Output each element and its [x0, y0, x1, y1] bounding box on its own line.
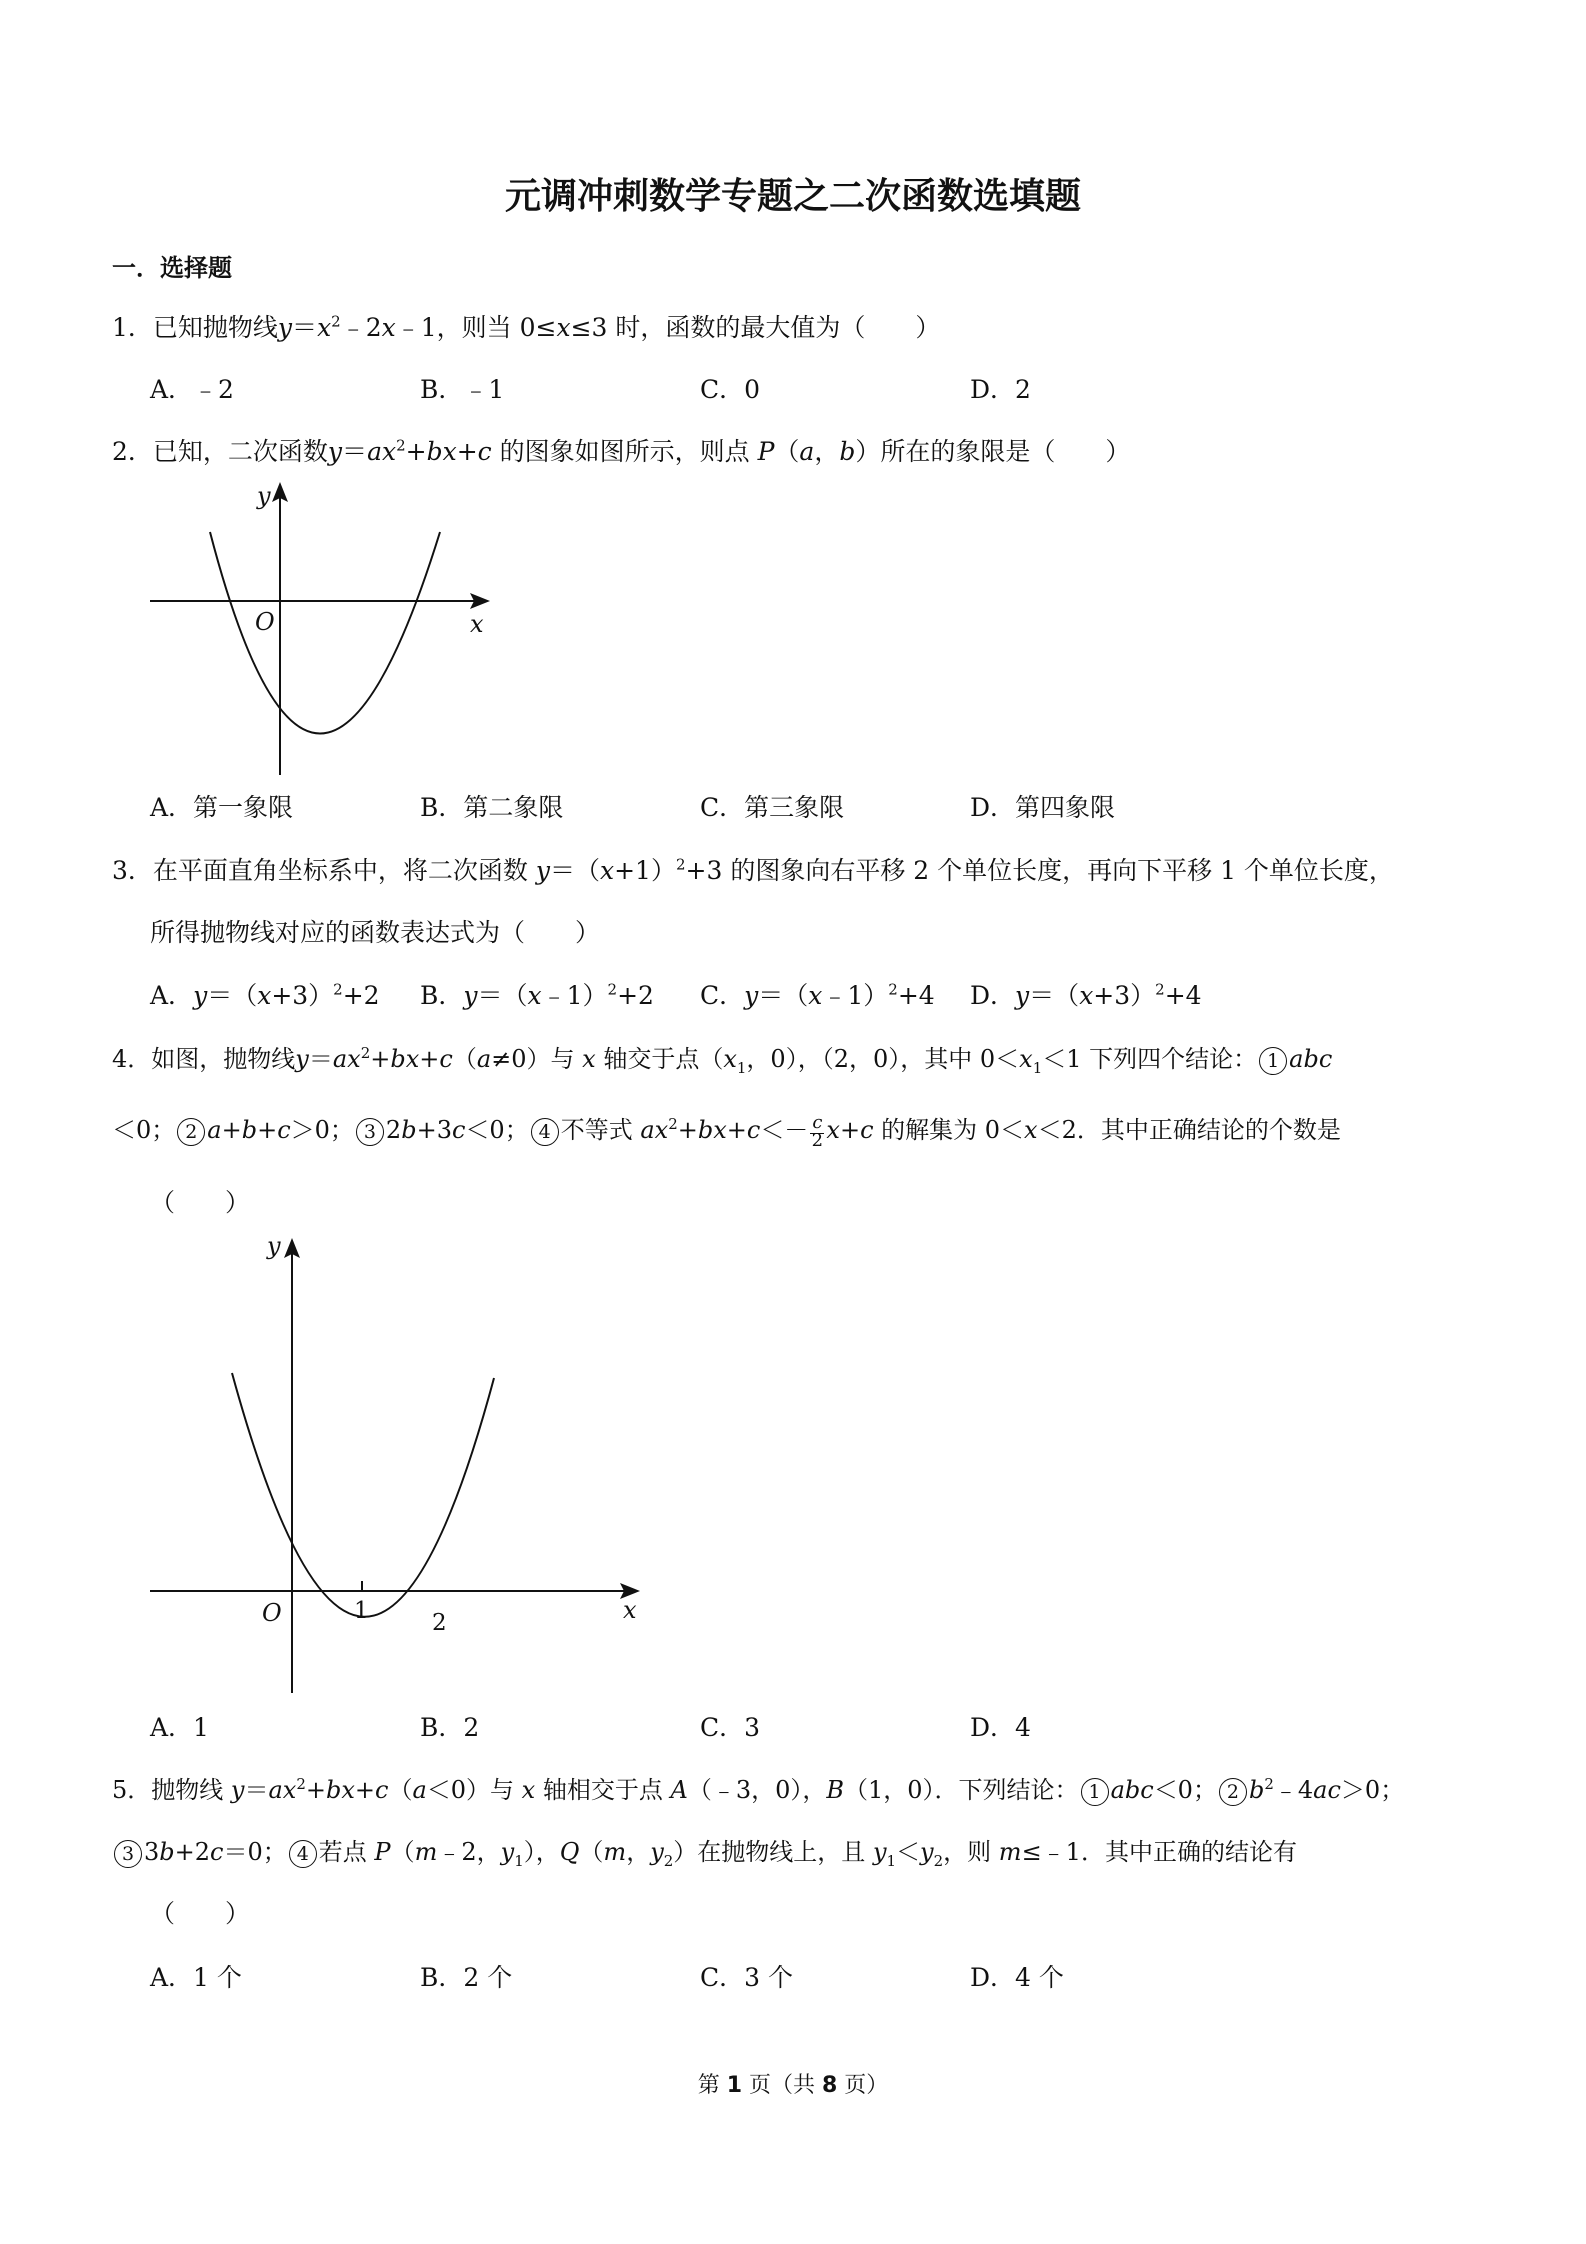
circled-number: 1	[1081, 1778, 1109, 1806]
q-text: c	[210, 1838, 224, 1866]
q-text: x	[723, 1045, 737, 1073]
option-a: A．1	[150, 1713, 209, 1742]
q-text: +2	[174, 1838, 211, 1866]
opt-text: D．	[970, 981, 1016, 1010]
opt-text: +4	[1164, 981, 1202, 1010]
option-c: C．3	[700, 1713, 761, 1742]
q-text: ＜	[896, 1838, 921, 1866]
opt-text: x	[808, 981, 823, 1010]
q-text: 抛物线	[151, 1776, 231, 1804]
opt-text: +2	[342, 981, 380, 1010]
circled-number: 1	[1259, 1047, 1287, 1075]
q-text: B	[826, 1776, 845, 1804]
circled-number: 2	[177, 1118, 205, 1146]
question-3	[112, 853, 1394, 889]
q-text: ＞0；	[1340, 1776, 1405, 1804]
option-a: A．第一象限	[150, 793, 294, 822]
question-number: 5．	[112, 1776, 152, 1804]
question-1	[112, 310, 940, 346]
option-b: B．﹣1	[420, 375, 505, 404]
q-text: x	[826, 1116, 840, 1144]
q-text: 若点	[318, 1838, 375, 1866]
q-text: （	[390, 1838, 415, 1866]
q-text: +	[221, 1116, 242, 1144]
q-text: Q	[559, 1838, 580, 1866]
fraction	[810, 1111, 824, 1151]
tick-label-1: 1	[354, 1598, 369, 1624]
q-text: a	[799, 437, 815, 466]
q-text: x	[556, 313, 571, 342]
q-text: （	[452, 1045, 477, 1073]
q-text: x	[1024, 1116, 1038, 1144]
option-c: C．第三象限	[700, 793, 845, 822]
q-text: ax	[640, 1116, 669, 1144]
option-d: D．2	[970, 375, 1031, 404]
q-text: ＜0；	[1153, 1776, 1217, 1804]
q-text: b	[1248, 1776, 1265, 1804]
circled-number: 4	[531, 1118, 559, 1146]
footer-text: 页（共	[742, 2073, 822, 2098]
question-2	[112, 434, 1130, 470]
q-text: c	[746, 1116, 761, 1144]
q-text: 1	[514, 1851, 524, 1870]
q-text: c	[439, 1045, 453, 1073]
q-text: ≤3 时，函数的最大值为（ ）	[570, 313, 941, 342]
q-text: ≤﹣1．其中正确的结论有	[1021, 1838, 1297, 1866]
q-text: y	[535, 856, 550, 885]
q-text: （﹣3，0），	[687, 1776, 827, 1804]
q-text: m	[998, 1838, 1022, 1866]
q-text: bx	[325, 1776, 355, 1804]
q-text: 1	[1032, 1058, 1043, 1077]
circled-number: 3	[356, 1118, 384, 1146]
q-text: a	[207, 1116, 222, 1144]
q-text: c	[477, 437, 492, 466]
option-d: D．4 个	[970, 1963, 1064, 1992]
option-b: B．2 个	[420, 1963, 513, 1992]
q-text: ＝	[292, 313, 318, 342]
opt-text: ＝（	[1029, 981, 1080, 1010]
opt-text: +3）	[271, 981, 334, 1010]
q-text: x	[1019, 1045, 1033, 1073]
q-text: 不等式	[560, 1116, 641, 1144]
q-text: x	[600, 856, 615, 885]
opt-text: y	[193, 981, 208, 1010]
opt-text: ＝（	[758, 981, 809, 1010]
opt-text: x	[527, 981, 542, 1010]
q-text: 的图象如图所示，则点	[491, 437, 758, 466]
q-text: ﹣1，则当 0≤	[395, 313, 557, 342]
q-text: +	[257, 1116, 278, 1144]
q-text: +	[370, 1045, 391, 1073]
opt-text: ＝（	[477, 981, 528, 1010]
option-b	[420, 978, 654, 1014]
q-text: ＜－	[760, 1116, 809, 1144]
q-text: y	[500, 1838, 515, 1866]
graph-q2	[145, 480, 495, 780]
question-5-line-2	[112, 1834, 1297, 1870]
q-text: ，则	[943, 1838, 999, 1866]
q-text: +	[677, 1116, 698, 1144]
q-text: +3 的图象向右平移 2 个单位长度，再向下平移 1 个单位长度，	[685, 856, 1394, 885]
q-text: c	[451, 1116, 466, 1144]
q-text: +3	[416, 1116, 452, 1144]
q-text: ，	[626, 1838, 651, 1866]
q-text: 1	[886, 1851, 897, 1870]
page-footer	[0, 2068, 1586, 2099]
opt-text: x	[1079, 981, 1094, 1010]
q-text: +	[405, 437, 427, 466]
q-text: m	[603, 1838, 627, 1866]
q-text: 3	[144, 1838, 160, 1866]
origin-label: O	[255, 608, 275, 636]
q-text: y	[230, 1776, 245, 1804]
page-number: 1	[726, 2073, 742, 2098]
q-text: bx	[390, 1045, 420, 1073]
page-total: 8	[822, 2073, 838, 2098]
q-text: +	[839, 1116, 861, 1144]
q-text: y	[277, 313, 293, 342]
option-b: B．第二象限	[420, 793, 564, 822]
option-c: C．0	[700, 375, 761, 404]
q-text: （	[774, 437, 800, 466]
q-text: 2	[385, 1116, 402, 1144]
fraction-numerator: c	[812, 1111, 823, 1133]
q-text: （	[579, 1838, 604, 1866]
question-4	[112, 1041, 1332, 1077]
opt-text: ＝（	[207, 981, 258, 1010]
fraction-denominator: 2	[811, 1129, 824, 1151]
q-text: +	[305, 1776, 326, 1804]
q-text: ＜0；	[112, 1116, 176, 1144]
tick-label-2: 2	[432, 1610, 447, 1636]
q-text: ＜0；	[465, 1116, 529, 1144]
footer-text: 第	[697, 2073, 727, 2098]
q-text: ＝（	[549, 856, 600, 885]
q-text: x	[582, 1045, 596, 1073]
q-text: a	[476, 1045, 492, 1073]
opt-text: A．	[150, 981, 194, 1010]
option-d	[970, 978, 1202, 1014]
q-text: ＜2．其中正确结论的个数是	[1037, 1116, 1341, 1144]
q-text: +	[726, 1116, 747, 1144]
q-text: ﹣2	[340, 313, 382, 342]
opt-text: ﹣1）	[541, 981, 608, 1010]
q-text: ＝	[342, 437, 368, 466]
section-heading: 一．选择题	[112, 254, 232, 282]
question-number: 1．	[112, 313, 153, 342]
q-text: 2	[663, 1851, 674, 1870]
opt-text: y	[1015, 981, 1030, 1010]
opt-text: +3）	[1093, 981, 1156, 1010]
opt-text: C．	[700, 981, 745, 1010]
q-text: 2	[668, 1115, 678, 1133]
q-text: 2	[360, 1044, 371, 1062]
q-text: ﹣4	[1273, 1776, 1314, 1804]
opt-text: 2	[1155, 980, 1165, 999]
option-a: A．﹣2	[150, 375, 234, 404]
opt-text: 2	[333, 980, 343, 999]
page-title: 元调冲刺数学专题之二次函数选填题	[504, 176, 1081, 217]
q-text: ＜1 下列四个结论：	[1042, 1045, 1258, 1073]
opt-text: +4	[897, 981, 935, 1010]
q-text: 2	[296, 1775, 306, 1793]
opt-text: x	[257, 981, 272, 1010]
question-4-line-2	[112, 1112, 1341, 1150]
q-text: bx	[697, 1116, 727, 1144]
question-4-line-3: （ ）	[150, 1188, 251, 1217]
q-text: x	[521, 1776, 536, 1804]
circled-number: 3	[114, 1840, 142, 1868]
y-axis-label: y	[257, 482, 271, 510]
question-number: 4．	[112, 1045, 152, 1073]
q-text: ax	[332, 1045, 361, 1073]
opt-text: y	[744, 981, 759, 1010]
q-text: ，0），（2，0），其中 0＜	[746, 1045, 1020, 1073]
q-text: y	[295, 1045, 309, 1073]
opt-text: 2	[888, 980, 898, 999]
q-text: ），	[523, 1838, 560, 1866]
q-text: m	[414, 1838, 438, 1866]
q-text: 2	[331, 312, 341, 331]
q-text: +1）	[614, 856, 676, 885]
q-text: 2	[933, 1851, 944, 1870]
q-text: b	[159, 1838, 175, 1866]
q-text: 的解集为 0＜	[873, 1116, 1025, 1144]
q-text: 2	[396, 436, 406, 455]
q-text: ）所在的象限是（ ）	[855, 437, 1131, 466]
q-text: （	[388, 1776, 413, 1804]
q-text: abc	[1289, 1045, 1333, 1073]
opt-text: ﹣1）	[822, 981, 889, 1010]
q-text: 2	[1264, 1775, 1274, 1793]
q-text: c	[375, 1776, 389, 1804]
q-text: abc	[1110, 1776, 1154, 1804]
q-text: x	[317, 313, 332, 342]
option-b: B．2	[420, 1713, 480, 1742]
q-text: y	[920, 1838, 934, 1866]
q-text: ac	[1313, 1776, 1341, 1804]
question-5-line-3: （ ）	[150, 1899, 251, 1928]
parabola-curve	[232, 1373, 494, 1617]
q-text: b	[241, 1116, 258, 1144]
q-text: c	[860, 1116, 874, 1144]
q-text: ≠0）与	[491, 1045, 583, 1073]
q-text: ＜0）与	[426, 1776, 522, 1804]
opt-text: y	[463, 981, 478, 1010]
circled-number: 4	[289, 1840, 317, 1868]
opt-text: 2	[607, 980, 618, 999]
q-text: b	[401, 1116, 417, 1144]
option-d: D．4	[970, 1713, 1031, 1742]
q-text: ＝	[244, 1776, 269, 1804]
q-text: ＝0；	[223, 1838, 287, 1866]
question-3-line-2: 所得抛物线对应的函数表达式为（ ）	[150, 918, 601, 947]
q-text: y	[650, 1838, 664, 1866]
x-axis-label: x	[470, 610, 484, 638]
q-text: b	[839, 437, 856, 466]
q-text: 在平面直角坐标系中，将二次函数	[152, 856, 536, 885]
option-a	[150, 978, 380, 1014]
question-number: 2．	[112, 437, 153, 466]
q-text: ﹣2，	[437, 1838, 501, 1866]
option-d: D．第四象限	[970, 793, 1116, 822]
q-text: a	[412, 1776, 427, 1804]
graph-q4	[145, 1228, 650, 1698]
option-c	[700, 978, 935, 1014]
q-text: ）在抛物线上，且	[673, 1838, 873, 1866]
q-text: 轴交于点（	[595, 1045, 724, 1073]
q-text: +	[419, 1045, 440, 1073]
q-text: ＝	[308, 1045, 333, 1073]
q-text: bx	[426, 437, 457, 466]
q-text: ＞0；	[290, 1116, 354, 1144]
y-axis-label: y	[267, 1232, 281, 1260]
q-text: P	[374, 1838, 391, 1866]
question-5	[112, 1772, 1404, 1808]
option-c: C．3 个	[700, 1963, 793, 1992]
origin-label: O	[262, 1599, 282, 1627]
q-text: ax	[367, 437, 397, 466]
q-text: +	[456, 437, 478, 466]
q-text: ，	[814, 437, 840, 466]
q-text: +	[354, 1776, 375, 1804]
option-a: A．1 个	[150, 1963, 242, 1992]
q-text: 2	[675, 855, 686, 874]
footer-text: 页）	[837, 2073, 889, 2098]
q-text: 轴相交于点	[535, 1776, 671, 1804]
q-text: x	[381, 313, 396, 342]
q-text: c	[277, 1116, 291, 1144]
q-text: 1	[736, 1058, 747, 1077]
q-text: A	[670, 1776, 688, 1804]
question-number: 3．	[112, 856, 153, 885]
x-axis-label: x	[623, 1596, 637, 1624]
q-text: 已知，二次函数	[152, 437, 328, 466]
q-text: （1，0）．下列结论：	[844, 1776, 1079, 1804]
q-text: 已知抛物线	[152, 313, 278, 342]
q-text: 如图，抛物线	[151, 1045, 296, 1073]
circled-number: 2	[1219, 1778, 1247, 1806]
opt-text: +2	[617, 981, 654, 1010]
opt-text: B．	[420, 981, 464, 1010]
q-text: y	[872, 1838, 887, 1866]
q-text: ax	[268, 1776, 297, 1804]
parabola-curve	[210, 532, 440, 734]
q-text: P	[757, 437, 775, 466]
q-text: y	[327, 437, 343, 466]
